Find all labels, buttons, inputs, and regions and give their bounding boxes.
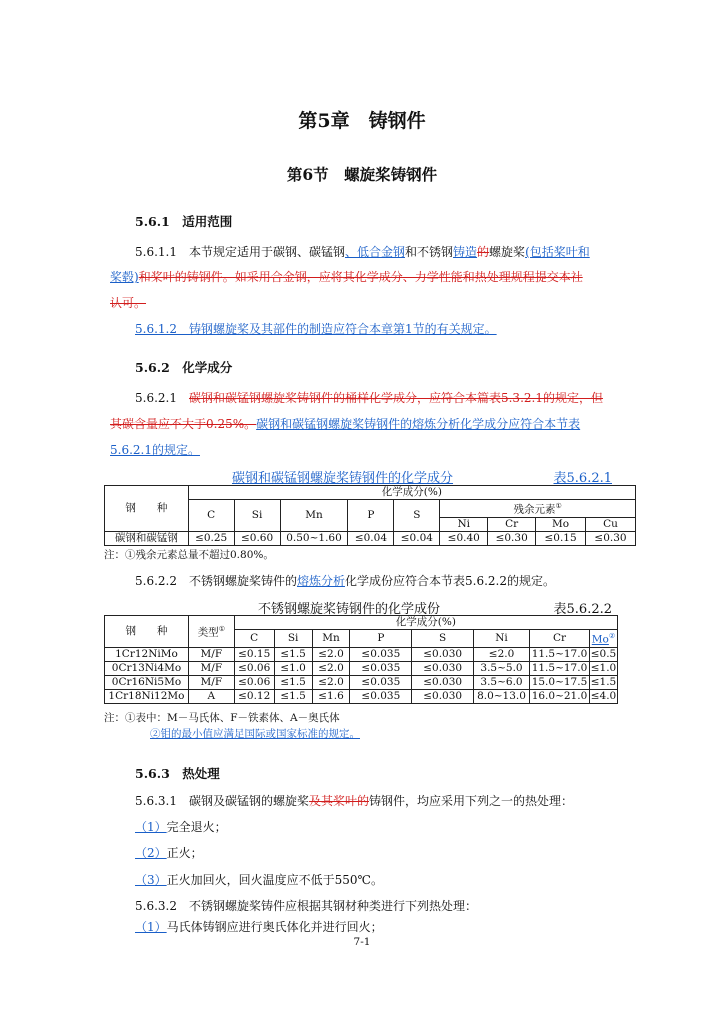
cell: ≤0.04 [348,531,394,545]
col-si: Si [274,630,312,648]
text-run: 5.6.2.1 [135,391,189,405]
item-number: （3） [135,873,167,887]
text-run: 和不锈钢 [405,245,454,259]
cell: ≤0.06 [234,675,274,689]
table-row [105,689,618,703]
cell: ≤0.15 [536,531,586,545]
header-chem: 化学成分(%) [234,616,617,630]
heading-5-6-2: 5.6.2 化学成分 [135,360,233,375]
cell: ≤4.0 [590,689,617,702]
col-cu: Cu [586,517,636,531]
deleted-text: 和桨叶的铸钢件。如采用合金钢，应将其化学成分、力学性能和热处理规程提交本社 [138,270,583,284]
cell: 15.0~17.5 [529,675,589,689]
table1-title: 碳钢和碳锰钢螺旋桨铸钢件的化学成分 [232,471,454,486]
col-p: P [348,500,394,532]
footnote-marker: ② [608,632,616,640]
table1-note: 注：①残余元素总量不超过0.80%。 [104,549,274,561]
cell: ≤0.035 [350,689,412,703]
cell: ≤1.5 [274,675,312,689]
footnote-marker: ① [218,625,225,633]
cell: 3.5~6.0 [474,675,530,689]
cell: ≤0.030 [412,689,474,703]
cell: ≤1.0 [590,661,617,674]
para-5-6-3-2: 5.6.3.2 不锈钢螺旋桨铸件应根据其钢材种类进行下列热处理： [135,899,477,913]
table-carbon-steel [104,485,636,546]
col-s: S [394,500,440,532]
text-run: 螺旋桨 [489,245,526,259]
cell: ≤0.035 [350,675,412,689]
cell: ≤0.030 [412,661,474,675]
list-item [135,871,383,888]
cell: ≤0.12 [234,689,274,703]
table-row [105,531,636,545]
cell: ≤2.0 [312,647,350,661]
cell: A [188,689,234,703]
list-item [135,918,383,935]
cell: ≤0.030 [412,647,474,661]
cell: ≤0.035 [350,661,412,675]
para-5-6-2-1-line2 [110,415,580,432]
cell: ≤0.40 [440,531,488,545]
cell: ≤1.5 [590,675,617,688]
cell: ≤0.06 [234,661,274,675]
col-c: C [188,500,234,532]
inserted-text: 碳钢和碳锰钢螺旋桨铸钢件的熔炼分析化学成分应符合本节表 [256,417,581,431]
para-5-6-1-2: 5.6.1.2 铸钢螺旋桨及其部件的制造应符合本章第1节的有关规定。 [135,322,497,336]
inserted-text: 桨毂) [110,270,139,284]
cell: ≤0.035 [350,647,412,661]
text-run: 铸钢件，均应采用下列之一的热处理： [369,794,574,808]
table2-title: 不锈钢螺旋桨铸钢件的化学成份 [258,602,441,617]
cell: ≤2.0 [312,675,350,689]
col-mo [589,630,617,648]
col-mn: Mn [312,630,350,648]
cell: 16.0~21.0 [529,689,589,703]
list-item [135,818,227,835]
cell: ≤0.25 [188,531,234,545]
chapter-title: 第5章 铸钢件 [298,110,426,132]
table1-number: 表5.6.2.1 [553,471,612,486]
item-text: 正火； [166,846,203,860]
table-stainless-steel [104,615,618,704]
deleted-text: 其碳含量应不大于0.25%。 [110,417,257,431]
para-5-6-1-1-line2 [110,268,583,285]
deleted-text: 的 [477,245,490,259]
table2-number: 表5.6.2.2 [553,602,612,617]
header-steel-type: 钢 种 [105,486,189,532]
table-row [105,675,618,689]
list-item [135,844,203,861]
deleted-text: 碳钢和碳锰钢螺旋桨铸钢件的桶样化学成分，应符合本篇表5.3.2.1的规定，但 [188,391,603,405]
cell: 3.5~5.0 [474,661,530,675]
para-5-6-3-1 [135,792,573,809]
cell: ≤2.0 [474,647,530,661]
col-mo: Mo [536,517,586,531]
header-residual [440,500,636,518]
col-s: S [412,630,474,648]
text-run: 化学成份应符合本节表5.6.2.2的规定。 [345,574,555,588]
cell: ≤0.04 [394,531,440,545]
item-text: 完全退火； [166,820,227,834]
para-5-6-2-1-line3: 5.6.2.1的规定。 [110,443,200,457]
item-text: 马氏体铸钢应进行奥氏体化并进行回火； [166,920,383,934]
item-number: （1） [135,920,167,934]
col-si: Si [234,500,280,532]
deleted-text: 及其桨叶的 [308,794,369,808]
cell: ≤1.5 [274,689,312,703]
deleted-text: 认可。 [110,296,147,310]
item-number: （2） [135,846,167,860]
cell: ≤0.30 [488,531,536,545]
col-mo-label: Mo [591,633,609,646]
inserted-text: (包括桨叶和 [525,245,590,259]
header-chem: 化学成分(%) [188,486,635,500]
cell: ≤1.0 [274,661,312,675]
col-c: C [234,630,274,648]
cell: ≤2.0 [312,661,350,675]
inserted-text: 熔炼分析 [296,574,345,588]
section-title: 第6节 螺旋桨铸钢件 [286,165,438,184]
header-type-label: 类型 [197,626,219,639]
text-run: 5.6.3.1 碳钢及碳锰钢的螺旋桨 [135,794,309,808]
item-number: （1） [135,820,167,834]
cell: ≤1.6 [312,689,350,703]
page-number: 7-1 [353,936,371,948]
col-cr: Cr [488,517,536,531]
text-run: 5.6.1.1 本节规定适用于碳钢、碳锰钢 [135,245,345,259]
cell: ≤0.30 [586,531,636,545]
cell: 8.0~13.0 [474,689,530,703]
header-residual-label: 残余元素 [513,503,556,516]
item-text: 正火加回火，回火温度应不低于550℃。 [166,873,383,887]
table-row [105,661,618,675]
cell: M/F [188,661,234,675]
cell: 0Cr16Ni5Mo [105,675,189,689]
table2-note-1: 注：①表中：M－马氏体、F－铁素体、A－奥氏体 [104,712,340,724]
table2-note-2: ②钼的最小值应满足国际或国家标准的规定。 [150,728,360,740]
heading-5-6-3: 5.6.3 热处理 [135,766,220,781]
heading-5-6-1: 5.6.1 适用范围 [135,214,233,229]
footnote-marker: ① [555,502,562,510]
header-steel-type: 钢 种 [105,616,189,648]
cell: 11.5~17.0 [529,647,589,661]
inserted-text: 铸造 [453,245,478,259]
para-5-6-1-1-line1 [135,243,590,260]
cell: 1Cr12NiMo [105,647,189,661]
table-row [105,647,618,661]
cell: ≤0.030 [412,675,474,689]
cell: ≤0.60 [234,531,280,545]
cell: ≤0.15 [234,647,274,661]
cell: M/F [188,647,234,661]
cell: ≤1.5 [274,647,312,661]
cell: ≤0.5 [590,647,617,660]
cell: 0.50~1.60 [280,531,348,545]
cell: 1Cr18Ni12Mo [105,689,189,703]
para-5-6-2-1-line1 [135,389,603,406]
cell: 11.5~17.0 [529,661,589,675]
inserted-text: 、低合金钢 [344,245,405,259]
para-5-6-2-2 [135,572,555,589]
cell: 碳钢和碳锰钢 [105,531,189,545]
cell: M/F [188,675,234,689]
text-run: 5.6.2.2 不锈钢螺旋桨铸件的 [135,574,297,588]
col-ni: Ni [440,517,488,531]
col-cr: Cr [529,630,589,648]
header-type [188,616,234,648]
col-mn: Mn [280,500,348,532]
col-p: P [350,630,412,648]
col-ni: Ni [474,630,530,648]
para-5-6-1-1-line3 [110,294,146,311]
cell: 0Cr13Ni4Mo [105,661,189,675]
